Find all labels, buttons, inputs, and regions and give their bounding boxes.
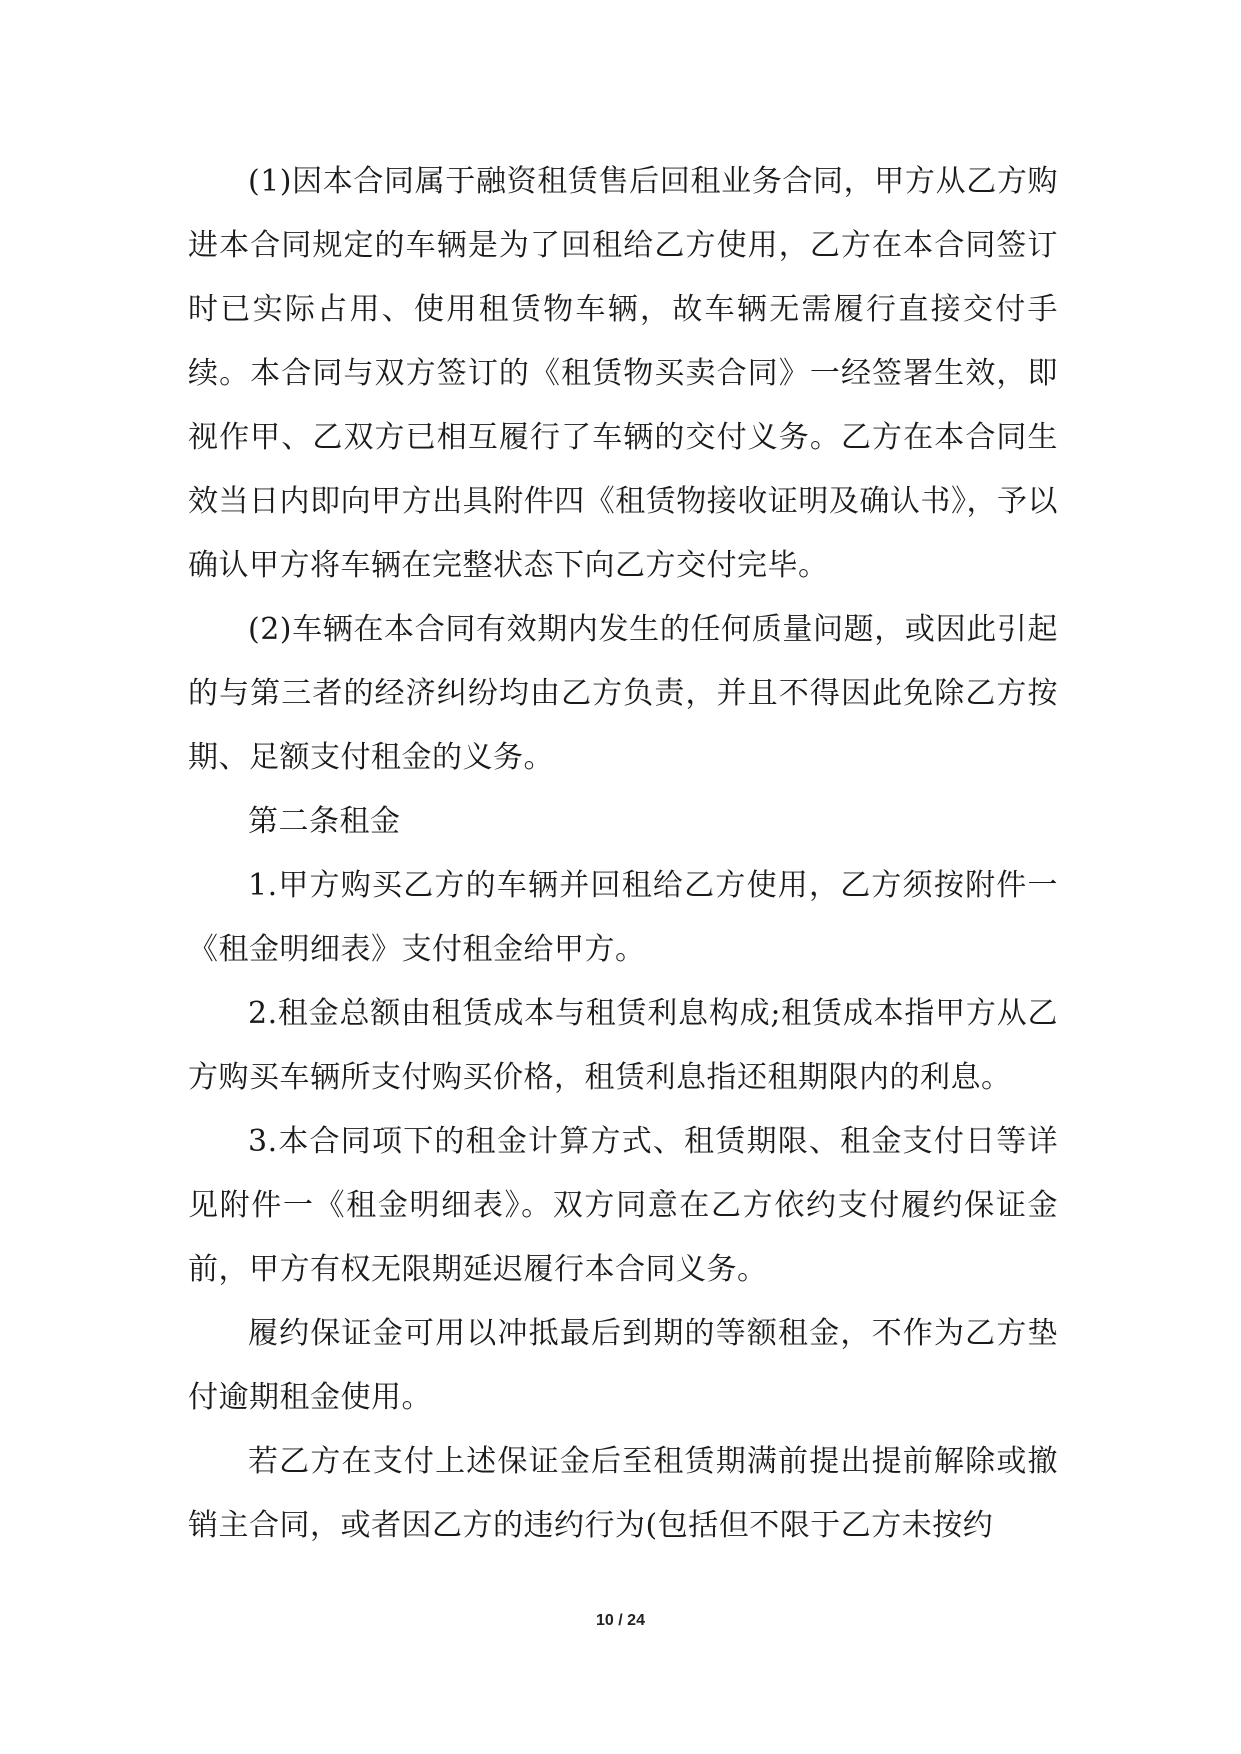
paragraph-rent-item-2: 2.租金总额由租赁成本与租赁利息构成;租赁成本指甲方从乙方购买车辆所支付购买价格，租赁利息指还租期限内的利息。 [188, 996, 1058, 1095]
paragraph-quality-clause: (2)车辆在本合同有效期内发生的任何质量问题，或因此引起的与第三者的经济纠纷均由乙方负责，并且不得因此免除乙方按期、足额支付租金的义务。 [188, 612, 1058, 775]
paragraph-delivery-clause: (1)因本合同属于融资租赁售后回租业务合同，甲方从乙方购进本合同规定的车辆是为了回租给乙方使用，乙方在本合同签订时已实际占用、使用租赁物车辆，故车辆无需履行直接交付手续。本合同与双方签订的《租赁物买卖合同》一经签署生效，即视作甲、乙双方已相互履行了车辆的交付义务。乙方在本合同生效当日内即向甲方出具附件四《租赁物接收证明及确认书》，予以确认甲方将车辆在完整状态下向乙方交付完毕。 [188, 164, 1058, 583]
paragraph-rent-item-3: 3.本合同项下的租金计算方式、租赁期限、租金支付日等详见附件一《租金明细表》。双方同意在乙方依约支付履约保证金前，甲方有权无限期延迟履行本合同义务。 [188, 1124, 1058, 1287]
page-number: 10 / 24 [596, 1612, 645, 1629]
paragraph-rent-item-1: 1.甲方购买乙方的车辆并回租给乙方使用，乙方须按附件一《租金明细表》支付租金给甲方。 [188, 868, 1058, 967]
document-body [188, 150, 1058, 1558]
paragraph-early-termination: 若乙方在支付上述保证金后至租赁期满前提出提前解除或撤销主合同，或者因乙方的违约行为(包括但不限于乙方未按约 [188, 1444, 1058, 1543]
section-heading-rent: 第二条租金 [248, 804, 401, 839]
paragraph-deposit-offset: 履约保证金可用以冲抵最后到期的等额租金，不作为乙方垫付逾期租金使用。 [188, 1316, 1058, 1415]
